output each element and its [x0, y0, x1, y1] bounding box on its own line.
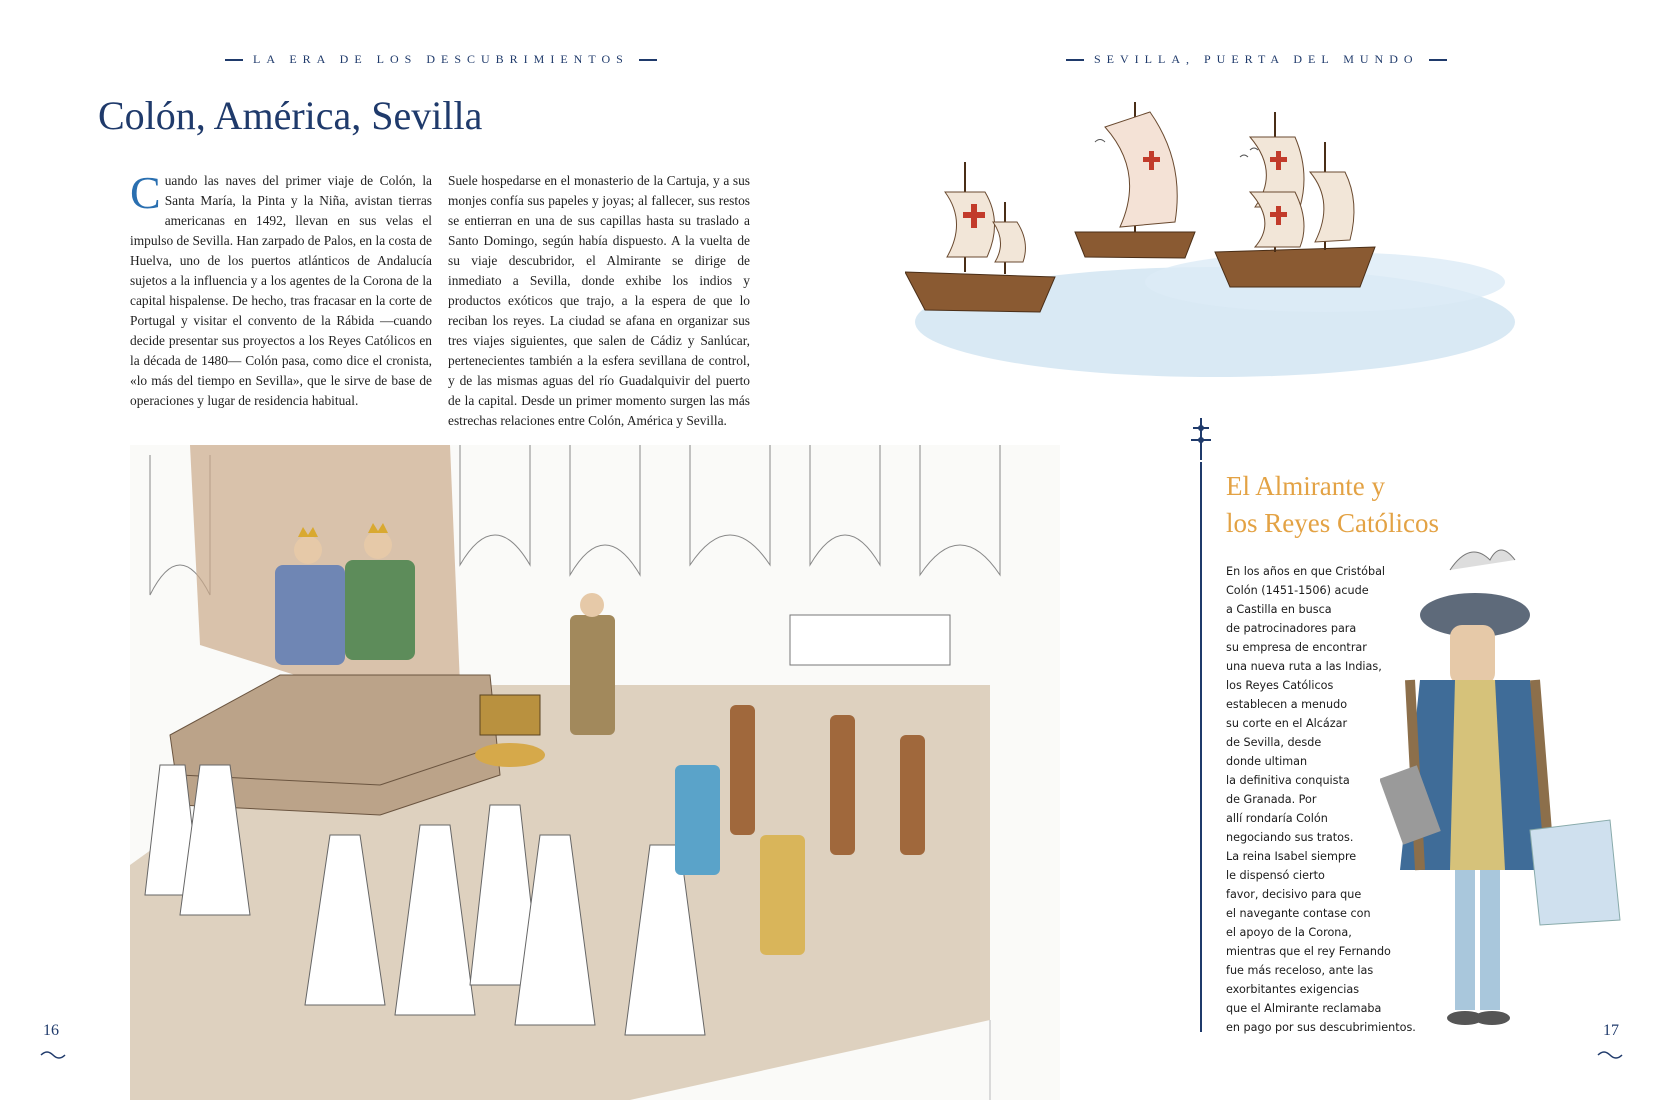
sidebar-line: la definitiva conquista — [1226, 774, 1350, 787]
body-column-2-text — [448, 173, 750, 428]
page-number-right: 17 — [1603, 1022, 1619, 1039]
sidebar-line: negociando sus tratos. — [1226, 831, 1354, 844]
body-line: Desde un primer momento surgen las más estrechas — [448, 393, 750, 428]
sidebar-title-line-2: los Reyes Católicos — [1226, 508, 1439, 538]
rule-ornament — [1429, 59, 1447, 61]
body-line: americanas en 1492, llevan en sus velas el impul — [130, 213, 432, 248]
sidebar-line: mientras que el rey Fernando — [1226, 945, 1391, 958]
article-title: Colón, América, Sevilla — [98, 93, 483, 138]
sidebar-title — [1226, 468, 1439, 542]
sidebar-line: de patrocinadores para — [1226, 622, 1357, 635]
sidebar-line: donde ultiman — [1226, 755, 1308, 768]
body-line: y a sus monjes confía sus papeles y joyas; al fallecer, — [448, 173, 750, 208]
sidebar-line: En los años en que Cristóbal — [1226, 565, 1386, 578]
cross-ornament-icon — [1189, 418, 1213, 460]
body-line: dice el cronista, «lo más del tiempo en Sevilla», que — [130, 353, 433, 388]
body-line: sujetos a la influencia y a los agentes de la Corona — [130, 273, 407, 288]
body-line: uando las naves del primer viaje de Colón, la — [164, 173, 432, 188]
body-line: —cuando decide presentar sus proyectos a los Reyes — [130, 313, 432, 348]
body-column-1 — [130, 167, 433, 411]
sidebar-title-line-1: El Almirante y — [1226, 471, 1385, 501]
scribes-table — [790, 615, 950, 665]
rule-ornament — [1066, 59, 1084, 61]
body-line: so de Sevilla. Han zarpado de Palos, en la costa de — [161, 233, 432, 248]
body-line: traslado a Santo Domingo, según había dispuesto. A — [448, 213, 750, 248]
sidebar-line: exorbitantes exigencias — [1226, 983, 1360, 996]
body-column-1-text — [130, 167, 433, 408]
ships-illustration — [905, 82, 1555, 402]
running-head-right — [1066, 52, 1447, 67]
page-number-left: 16 — [43, 1022, 59, 1039]
body-line: Suele hospedarse en el monasterio de la Cartuja, — [448, 173, 714, 188]
rule-ornament — [225, 59, 243, 61]
rule-ornament — [639, 59, 657, 61]
body-line: corte de Portugal y visitar el convento de la Rábida — [130, 293, 433, 328]
body-line: siguientes, que salen de Cádiz y Sanlúcar, pertenecien — [448, 333, 750, 368]
swash-ornament-icon — [1597, 1050, 1623, 1060]
body-line: relaciones entre Colón, América y Sevilla. — [500, 413, 727, 428]
body-line: sus restos se entierran en una de sus capillas hasta su — [448, 193, 750, 228]
ship-left — [905, 162, 1055, 312]
body-line: de la capital hispalense. De hecho, tras fracasar en la — [130, 273, 432, 308]
sidebar-line: de Granada. Por — [1226, 793, 1317, 806]
swash-ornament-icon — [40, 1050, 66, 1060]
sidebar-line: el navegante contase con — [1226, 907, 1371, 920]
ship-center — [1075, 102, 1195, 258]
body-line: los reyes. La ciudad se afana en organizar sus tres viajes — [448, 313, 750, 348]
body-column-2 — [448, 171, 750, 431]
sidebar-line: favor, decisivo para que — [1226, 888, 1362, 901]
sidebar-line: su corte en el Alcázar — [1226, 717, 1348, 730]
body-line: ductos exóticos que trajo, a la espera de que lo reciban — [448, 293, 750, 328]
sidebar-line: su empresa de encontrar — [1226, 641, 1367, 654]
ship-right — [1215, 112, 1375, 287]
running-head-left — [225, 52, 657, 67]
sidebar-line: el apoyo de la Corona, — [1226, 926, 1352, 939]
sidebar-line: en pago por sus descubrimientos. — [1226, 1021, 1416, 1034]
sidebar-line: que el Almirante reclamaba — [1226, 1002, 1382, 1015]
running-head-left-text: LA ERA DE LOS DESCUBRIMIENTOS — [253, 52, 629, 66]
body-line: habitual. — [311, 393, 359, 408]
body-line: Santa María, la Pinta y la Niña, avistan tierras — [164, 193, 432, 208]
sidebar-line: La reina Isabel siempre — [1226, 850, 1357, 863]
sidebar-line: establecen a menudo — [1226, 698, 1348, 711]
body-line: de inmediato a Sevilla, donde exhibe los indios y pro — [448, 253, 750, 308]
body-line: le sirve de base de operaciones y lugar de residencia — [130, 373, 432, 408]
sidebar-line: una nueva ruta a las Indias, — [1226, 660, 1382, 673]
sidebar-rule — [1200, 462, 1202, 1032]
sidebar-line: Colón (1451-1506) acude — [1226, 584, 1369, 597]
sidebar-line: fue más receloso, ante las — [1226, 964, 1374, 977]
sidebar-line: allí rondaría Colón — [1226, 812, 1328, 825]
body-line: tes también a la esfera sevillana de control, y de las mis — [448, 353, 750, 388]
body-line: la vuelta de su viaje descubridor, el Almirante se dirige — [448, 233, 751, 268]
drop-cap: C — [130, 167, 161, 218]
sidebar-line: de Sevilla, desde — [1226, 736, 1322, 749]
body-line: Católicos en la década de 1480— Colón pasa, como — [130, 333, 432, 368]
court-illustration — [130, 445, 1060, 1100]
sidebar-line: los Reyes Católicos — [1226, 679, 1334, 692]
sidebar-line: le dispensó cierto — [1226, 869, 1325, 882]
running-head-right-text: SEVILLA, PUERTA DEL MUNDO — [1094, 52, 1419, 66]
treasure-chest — [475, 695, 545, 767]
sidebar-line: a Castilla en busca — [1226, 603, 1332, 616]
columbus-portrait — [1380, 540, 1640, 1050]
body-line: Huelva, uno de los puertos atlánticos de Andalucía — [130, 253, 432, 268]
body-line: mas aguas del río Guadalquivir del puerto de la capital. — [448, 373, 750, 408]
